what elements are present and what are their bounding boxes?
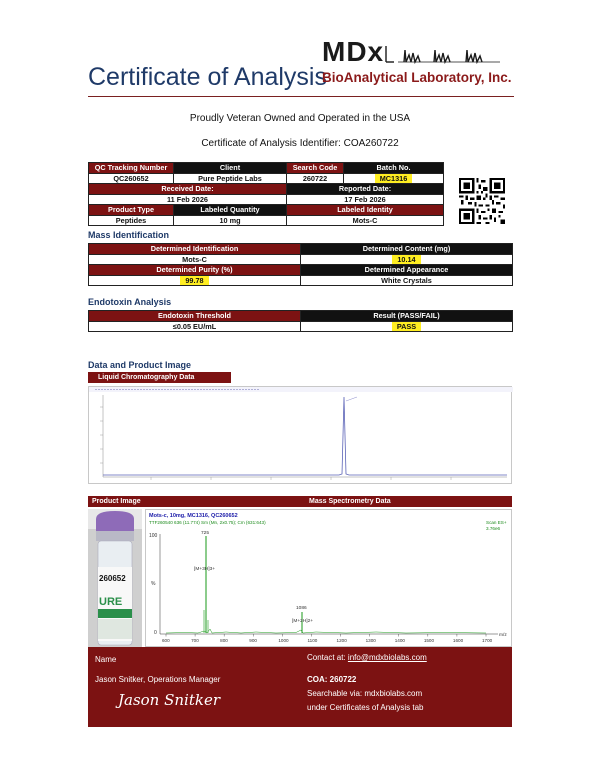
ms-x-tick-label: 1400 — [394, 638, 405, 643]
received-date-value: 11 Feb 2026 — [89, 194, 287, 205]
labeled-quantity-header: Labeled Quantity — [174, 205, 287, 216]
result-highlight: PASS — [392, 322, 421, 331]
endotoxin-table — [88, 310, 513, 332]
ms-y-mid: % — [151, 581, 156, 587]
name-label: Name — [95, 655, 117, 664]
coa-identifier: Certificate of Analysis Identifier: COA260722 — [201, 138, 399, 149]
certificates-tab-line: under Certificates of Analysis tab — [307, 703, 424, 712]
endotoxin-threshold-value: ≤0.05 EU/mL — [89, 321, 301, 332]
ms-scan-info: TTF260540 636 (11.774) Sm (Mn, 2x0.75); Cm (631:643) — [149, 520, 266, 525]
mass-identification-table — [88, 243, 513, 286]
ms-x-tick-label: 1500 — [423, 638, 435, 643]
ms-x-tick-label: 1300 — [365, 638, 376, 643]
reported-date-header: Reported Date: — [287, 184, 444, 195]
lc-chromatogram-plot — [89, 387, 513, 485]
footer-signature-block — [88, 647, 512, 727]
labeled-identity-value: Mots-C — [287, 215, 444, 226]
contact-email-link[interactable]: info@mdxbiolabs.com — [347, 653, 427, 662]
reported-date-value: 17 Feb 2026 — [287, 194, 444, 205]
received-date-header: Received Date: — [89, 184, 287, 195]
endotoxin-result-value — [301, 321, 513, 332]
endotoxin-title: Endotoxin Analysis — [88, 297, 172, 307]
ms-peak2-mz: 1086 — [296, 606, 307, 611]
product-ms-header-bar — [88, 496, 512, 507]
product-image-label: Product Image — [92, 498, 141, 505]
determined-identification-value: Mots-C — [89, 254, 301, 265]
ms-peak1-mz: 725 — [201, 531, 210, 536]
contact-prefix: Contact at: — [307, 653, 346, 662]
ms-x-tick-label: 800 — [220, 638, 228, 643]
page-title: Certificate of Analysis — [88, 63, 327, 91]
header-divider — [88, 96, 514, 97]
labeled-quantity-value: 10 mg — [174, 215, 287, 226]
ms-x-axis-ticks — [162, 634, 493, 643]
mass-identification-title: Mass Identification — [88, 230, 170, 240]
vial-batch-label: 260652 — [99, 574, 126, 583]
coa-number: COA: 260722 — [307, 675, 357, 684]
batch-no-header: Batch No. — [344, 163, 444, 174]
mass-spectrum — [145, 509, 512, 647]
product-type-header: Product Type — [89, 205, 174, 216]
labeled-identity-header: Labeled Identity — [287, 205, 444, 216]
determined-content-header: Determined Content (mg) — [301, 244, 513, 255]
ms-data-label: Mass Spectrometry Data — [309, 498, 391, 505]
ms-peak1-label: [M+3H]3+ — [194, 567, 216, 572]
ms-scan-value: 3.76e6 — [486, 526, 501, 531]
lab-name: BioAnalytical Laboratory, Inc. — [322, 70, 512, 85]
qc-tracking-header: QC Tracking Number — [89, 163, 174, 174]
searchable-line: Searchable via: mdxbiolabs.com — [307, 689, 423, 698]
batch-no-value — [344, 173, 444, 184]
ms-x-tick-label: 1600 — [452, 638, 464, 643]
ms-x-tick-label: 1100 — [307, 638, 318, 643]
product-vial-image — [88, 509, 142, 647]
ms-x-tick-label: 1200 — [336, 638, 347, 643]
determined-identification-header: Determined Identification — [89, 244, 301, 255]
signature: Jason Snitker — [118, 691, 221, 709]
tracking-table — [88, 162, 444, 226]
ms-x-tick-label: 700 — [191, 638, 199, 643]
search-code-header: Search Code — [287, 163, 344, 174]
ms-x-tick-label: 1000 — [278, 638, 289, 643]
qc-tracking-value: QC260652 — [89, 173, 174, 184]
product-type-value: Peptides — [89, 215, 174, 226]
contact-line — [307, 653, 427, 662]
ms-y-bottom: 0 — [154, 630, 157, 636]
endotoxin-threshold-header: Endotoxin Threshold — [89, 311, 301, 322]
ms-y-top: 100 — [149, 533, 158, 539]
data-section-title: Data and Product Image — [88, 360, 192, 370]
determined-purity-value — [89, 275, 301, 286]
ms-scan-label: Scan ES+ — [486, 520, 507, 525]
chromatogram-logo-icon — [384, 42, 502, 64]
lc-chromatogram — [88, 386, 512, 484]
vial-brand-label: URE — [99, 596, 123, 608]
ms-x-unit: m/z — [499, 633, 507, 638]
endotoxin-result-header: Result (PASS/FAIL) — [301, 311, 513, 322]
mass-spectrum-plot — [146, 510, 513, 648]
ms-x-tick-label: 600 — [162, 638, 170, 643]
purity-highlight: 99.78 — [180, 276, 208, 285]
veteran-statement: Proudly Veteran Owned and Operated in the USA — [189, 113, 411, 124]
content-highlight: 10.14 — [392, 255, 420, 264]
determined-content-value — [301, 254, 513, 265]
ms-sample-title: Mots-c, 10mg, MC1316, QC260652 — [149, 513, 238, 519]
signer-name: Jason Snitker, Operations Manager — [95, 675, 221, 684]
search-code-value: 260722 — [287, 173, 344, 184]
lc-data-tab: Liquid Chromatography Data — [88, 372, 231, 383]
client-header: Client — [174, 163, 287, 174]
ms-peak2-label: [M+2H]2+ — [292, 619, 314, 624]
qr-code-icon — [459, 178, 505, 224]
determined-appearance-value: White Crystals — [301, 275, 513, 286]
determined-purity-header: Determined Purity (%) — [89, 265, 301, 276]
mdx-logo: MDx — [322, 36, 385, 67]
ms-x-tick-label: 900 — [249, 638, 257, 643]
ms-x-tick-label: 1700 — [482, 638, 493, 643]
batch-no-highlight: MC1316 — [375, 174, 413, 183]
client-value: Pure Peptide Labs — [174, 173, 287, 184]
determined-appearance-header: Determined Appearance — [301, 265, 513, 276]
